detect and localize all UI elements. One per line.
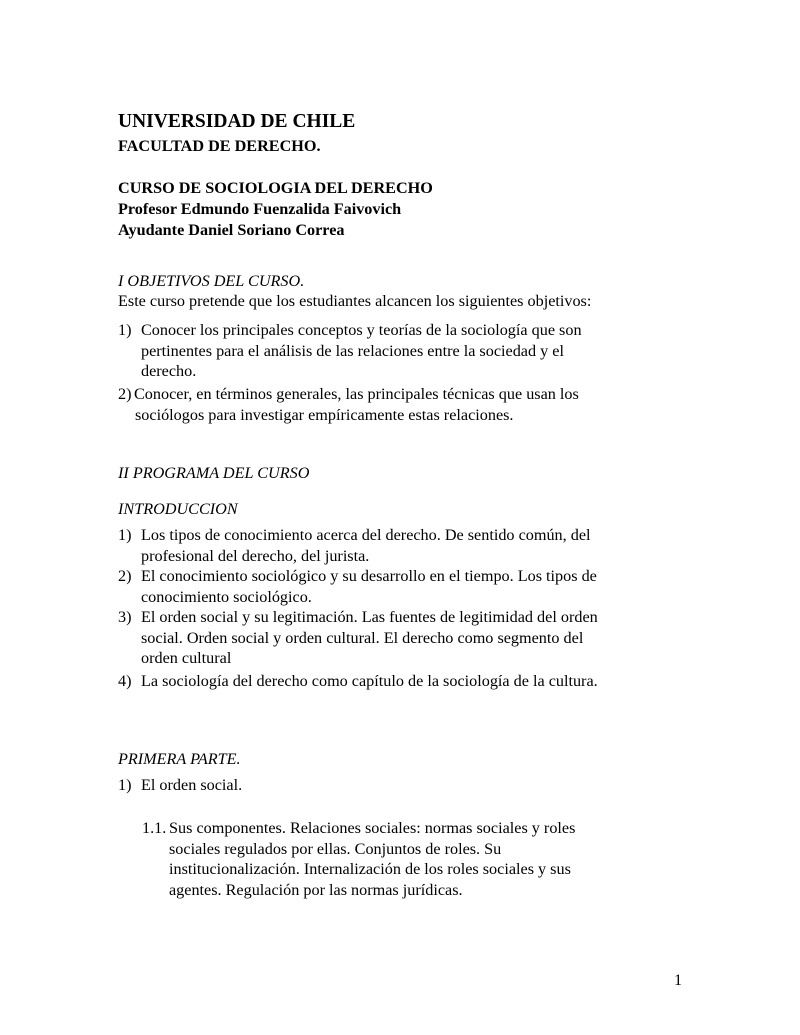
program-item-line: social. Orden social y orden cultural. El derecho como segmento del	[141, 628, 584, 647]
page-number: 1	[674, 971, 683, 989]
program-item	[118, 525, 678, 566]
assistant-name: Ayudante Daniel Soriano Correa	[118, 221, 345, 239]
objectives-intro: Este curso pretende que los estudiantes alcancen los siguientes objetivos:	[118, 292, 592, 310]
program-item	[118, 671, 678, 692]
program-item-number: 1)	[118, 526, 132, 544]
program-item-line: orden cultural	[141, 649, 232, 667]
objective-item	[118, 320, 678, 382]
objective-line: sociólogos para investigar empíricamente estas relaciones.	[135, 405, 514, 424]
faculty-title: FACULTAD DE DERECHO.	[118, 137, 321, 155]
objective-number: 2)	[118, 385, 132, 403]
program-heading: II PROGRAMA DEL CURSO	[118, 464, 310, 482]
objective-item	[118, 384, 678, 425]
university-title: UNIVERSIDAD DE CHILE	[118, 111, 356, 132]
professor-name: Profesor Edmundo Fuenzalida Faivovich	[118, 200, 402, 218]
subsection-number: 1.1.	[142, 819, 167, 837]
objective-line: Conocer los principales conceptos y teorías de la sociología que son	[141, 321, 582, 339]
part-one-item	[118, 775, 678, 796]
program-item-number: 3)	[118, 608, 132, 626]
program-item-line: La sociología del derecho como capítulo de la sociología de la cultura.	[141, 672, 598, 690]
program-item	[118, 566, 678, 607]
program-item-line: conocimiento sociológico.	[141, 587, 312, 606]
program-item-number: 2)	[118, 567, 132, 585]
program-item-line: profesional del derecho, del jurista.	[141, 546, 370, 565]
program-item-line: El orden social y su legitimación. Las fuentes de legitimidad del orden	[141, 608, 598, 626]
objectives-heading: I OBJETIVOS DEL CURSO.	[118, 272, 305, 290]
subsection-line: institucionalización. Internalización de los roles sociales y sus	[169, 860, 571, 878]
objective-line: pertinentes para el análisis de las relaciones entre la sociedad y el	[141, 341, 564, 360]
objective-line: Conocer, en términos generales, las principales técnicas que usan los	[134, 385, 579, 403]
subsection-line: Sus componentes. Relaciones sociales: normas sociales y roles	[169, 819, 576, 837]
part-one-item-text: El orden social.	[141, 776, 243, 794]
objective-line: derecho.	[141, 362, 197, 380]
subsection-line: agentes. Regulación por las normas jurídicas.	[169, 880, 463, 899]
subsection-line: sociales regulados por ellas. Conjuntos de roles. Su	[169, 839, 502, 858]
part-one-heading: PRIMERA PARTE.	[118, 750, 241, 768]
program-item-line: El conocimiento sociológico y su desarrollo en el tiempo. Los tipos de	[141, 567, 597, 585]
course-title: CURSO DE SOCIOLOGIA DEL DERECHO	[118, 179, 433, 197]
introduction-heading: INTRODUCCION	[118, 500, 238, 518]
program-item	[118, 607, 678, 669]
program-item-line: Los tipos de conocimiento acerca del derecho. De sentido común, del	[141, 526, 591, 544]
program-item-number: 4)	[118, 672, 132, 690]
objective-number: 1)	[118, 321, 132, 339]
subsection-item	[142, 818, 662, 900]
part-one-item-number: 1)	[118, 776, 132, 794]
